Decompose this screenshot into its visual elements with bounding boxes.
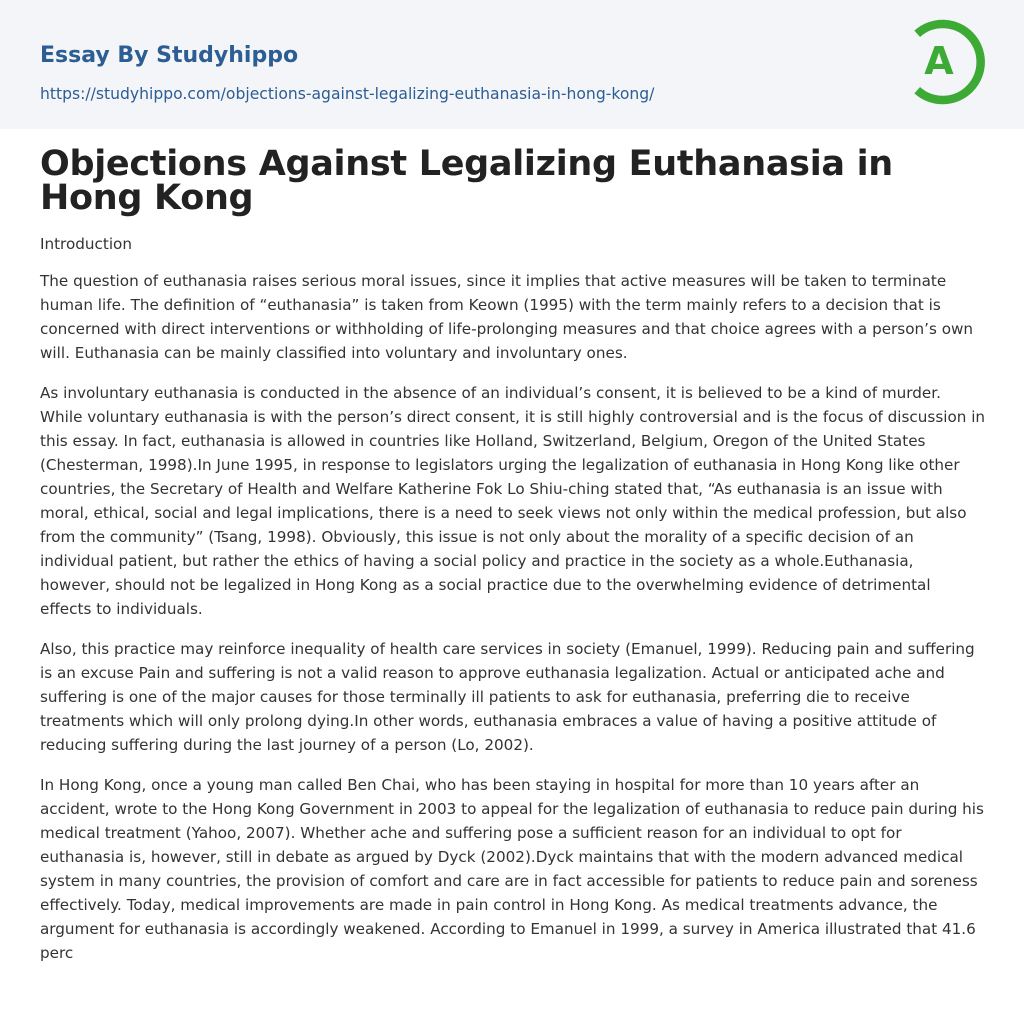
paragraph-4: In Hong Kong, once a young man called Ben Chai, who has been staying in hospital for more than 10 years after an accident, wrote to the Hong Kong Government in 2003 to appeal for the legalization of euthanasia to reduce pain during his medical treatment (Yahoo, 2007). Whether ache and suffering pose a sufficient reason for an individual to opt for euthanasia is, however, still in debate as argued by Dyck (2002).Dyck maintains that with the modern advanced medical system in many countries, the provision of comfort and care are in fact accessible for patients to reduce pain and soreness effectively. Today, medical improvements are made in pain control in Hong Kong. As medical treatments advance, the argument for euthanasia is accordingly weakened. According to Emanuel in 1999, a survey in America illustrated that 41.6 perc bbox=[40, 776, 984, 962]
page-title: Objections Against Legalizing Euthanasia in Hong Kong bbox=[40, 144, 893, 218]
site-header bbox=[0, 0, 1024, 129]
paragraph-3: Also, this practice may reinforce inequality of health care services in society (Emanuel, 1999). Reducing pain and suffering is an excuse Pain and suffering is not a valid reason to approve euthanasia legalization. Actual or anticipated ache and suffering is one of the major causes for those terminally ill patients to ask for euthanasia, preferring die to receive treatments which will only prolong dying.In other words, euthanasia embraces a value of having a positive attitude of reducing suffering during the last journey of a person (Lo, 2002). bbox=[40, 640, 975, 754]
studyhippo-logo-icon[interactable] bbox=[906, 16, 990, 108]
logo-letter: A bbox=[924, 39, 954, 83]
section-heading-introduction: Introduction bbox=[40, 235, 132, 253]
brand-title[interactable]: Essay By Studyhippo bbox=[40, 43, 299, 68]
paragraph-1: The question of euthanasia raises serious moral issues, since it implies that active measures will be taken to terminate human life. The definition of “euthanasia” is taken from Keown (1995) with the term mainly refers to a decision that is concerned with direct interventions or withholding of life-prolonging measures and that choice agrees with a person’s own will. Euthanasia can be mainly classified into voluntary and involuntary ones. bbox=[40, 272, 974, 362]
article bbox=[40, 144, 986, 965]
source-url-link[interactable]: https://studyhippo.com/objections-against-legalizing-euthanasia-in-hong-kong/ bbox=[40, 85, 655, 103]
paragraph-2: As involuntary euthanasia is conducted in the absence of an individual’s consent, it is believed to be a kind of murder. While voluntary euthanasia is with the person’s direct consent, it is still highly controversial and is the focus of discussion in this essay. In fact, euthanasia is allowed in countries like Holland, Switzerland, Belgium, Oregon of the United States (Chesterman, 1998).In June 1995, in response to legislators urging the legalization of euthanasia in Hong Kong like other countries, the Secretary of Health and Welfare Katherine Fok Lo Shiu-ching stated that, “As euthanasia is an issue with moral, ethical, social and legal implications, there is a need to seek views not only within the medical profession, but also from the community” (Tsang, 1998). Obviously, this issue is not only about the morality of a specific decision of an individual patient, but rather the ethics of having a social policy and practice in the society as a whole.Euthanasia, however, should not be legalized in Hong Kong as a social practice due to the overwhelming evidence of detrimental effects to individuals. bbox=[40, 384, 986, 618]
